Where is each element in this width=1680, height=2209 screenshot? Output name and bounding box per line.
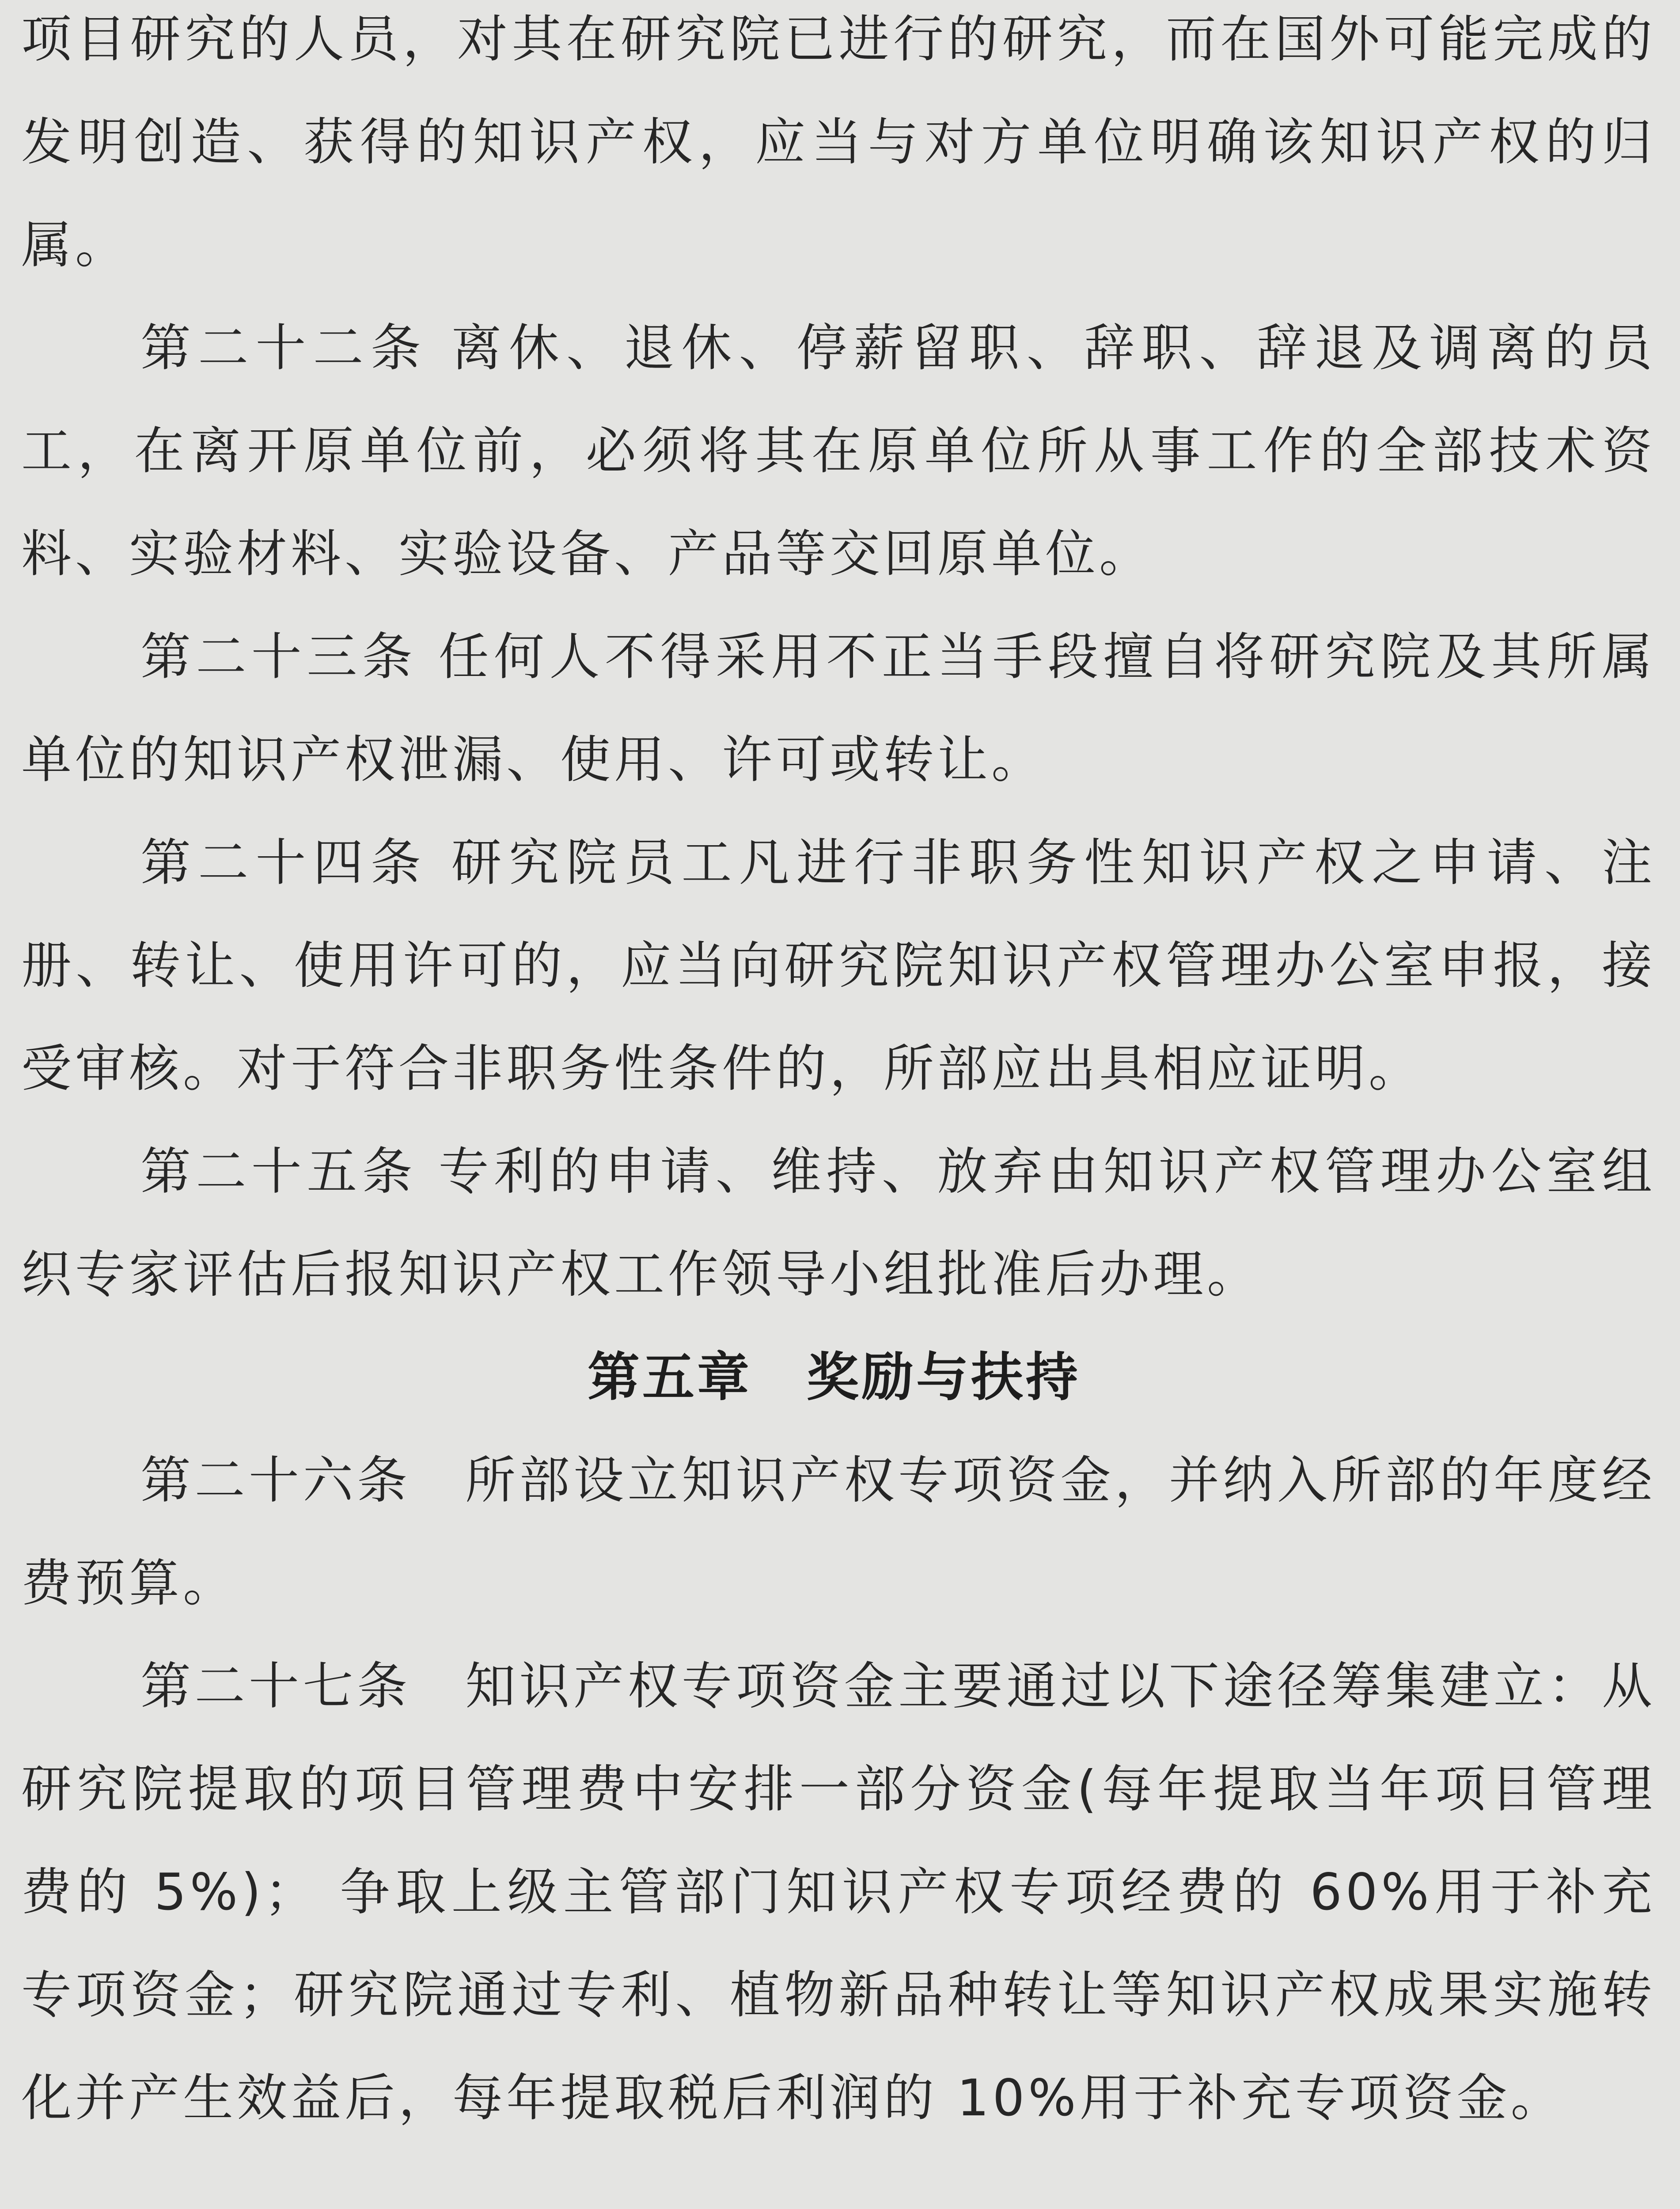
- document-body: [21, 0, 1656, 2149]
- article-25: 第二十五条 专利的申请、维持、放弃由知识产权管理办公室组织专家评估后报知识产权工作领导小组批准后办理。: [21, 1142, 1656, 1304]
- article-24: 第二十四条 研究院员工凡进行非职务性知识产权之申请、注册、转让、使用许可的，应当向研究院知识产权管理办公室申报，接受审核。对于符合非职务性条件的，所部应出具相应证明。: [21, 833, 1656, 1098]
- article-26: 第二十六条 所部设立知识产权专项资金，并纳入所部的年度经费预算。: [21, 1451, 1656, 1613]
- article-22: 第二十二条 离休、退休、停薪留职、辞职、辞退及调离的员工，在离开原单位前，必须将其在原单位所从事工作的全部技术资料、实验材料、实验设备、产品等交回原单位。: [21, 319, 1656, 583]
- article-23: 第二十三条 任何人不得采用不正当手段擅自将研究院及其所属单位的知识产权泄漏、使用、许可或转让。: [21, 627, 1656, 789]
- chapter-title: 第五章 奖励与扶持: [587, 1347, 1081, 1408]
- paragraph-continuation: 项目研究的人员，对其在研究院已进行的研究，而在国外可能完成的发明创造、获得的知识产权，应当与对方单位明确该知识产权的归属。: [21, 10, 1656, 274]
- article-27: 第二十七条 知识产权专项资金主要通过以下途径筹集建立：从研究院提取的项目管理费中安排一部分资金(每年提取当年项目管理费的 5%)； 争取上级主管部门知识产权专项经费的 60%用于补充专项资金；研究院通过专利、植物新品种转让等知识产权成果实施转化并产生效益后，每年提取税后利润的 10%用于补充专项资金。: [21, 1657, 1656, 2127]
